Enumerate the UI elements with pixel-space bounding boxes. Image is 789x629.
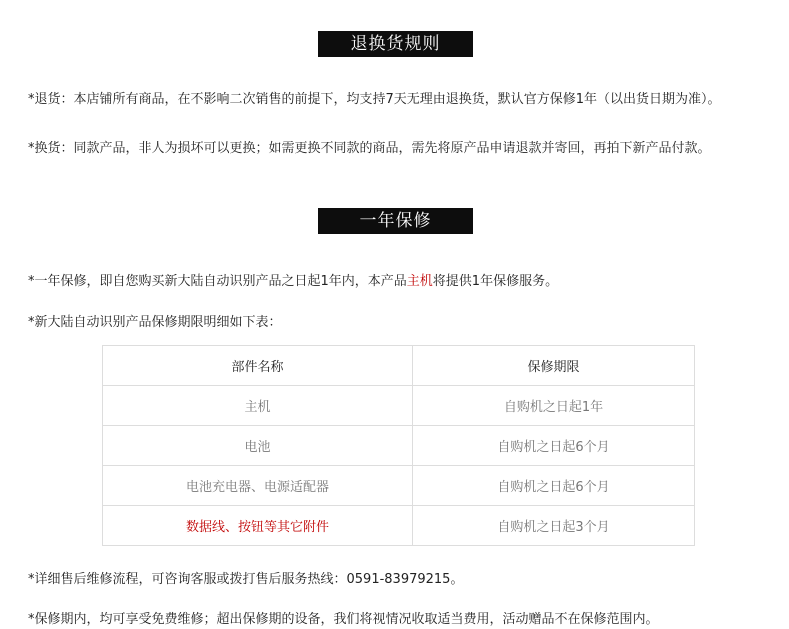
warranty-statement-suffix: 将提供1年保修服务。 [432,274,559,289]
free-repair-note: *保修期内，均可享受免费维修；超出保修期的设备，我们将视情况收取适当费用，活动赠品不在保修范围内。 [28,612,659,627]
warranty-statement [28,270,558,289]
warranty-statement-highlight: 主机 [406,274,433,289]
part-cell-highlighted: 数据线、按钮等其它附件 [103,506,413,546]
header-part-name: 部件名称 [103,346,413,386]
exchange-rule-text: *换货：同款产品，非人为损坏可以更换；如需更换不同款的商品，需先将原产品申请退款并寄回，再拍下新产品付款。 [28,141,711,156]
period-cell: 自购机之日起6个月 [413,426,695,466]
part-cell: 电池充电器、电源适配器 [103,466,413,506]
warranty-statement-prefix: *一年保修，即自您购买新大陆自动识别产品之日起1年内，本产品 [28,274,407,289]
part-cell: 主机 [103,386,413,426]
header-warranty-period: 保修期限 [413,346,695,386]
period-cell: 自购机之日起1年 [413,386,695,426]
table-header-row [103,346,695,386]
part-cell: 电池 [103,426,413,466]
warranty-section-title: 一年保修 [318,208,473,234]
period-cell: 自购机之日起6个月 [413,466,695,506]
returns-section-title: 退换货规则 [318,31,473,57]
table-intro-text: *新大陆自动识别产品保修期限明细如下表： [28,315,282,330]
table-row [103,426,695,466]
table-row [103,506,695,546]
repair-hotline-note: *详细售后维修流程，可咨询客服或拨打售后服务热线：0591-83979215。 [28,572,464,587]
period-cell: 自购机之日起3个月 [413,506,695,546]
return-rule-text: *退货：本店铺所有商品，在不影响二次销售的前提下，均支持7天无理由退换货，默认官方保修1年（以出货日期为准）。 [28,92,721,107]
table-row [103,466,695,506]
table-row [103,386,695,426]
warranty-period-table [102,345,695,546]
